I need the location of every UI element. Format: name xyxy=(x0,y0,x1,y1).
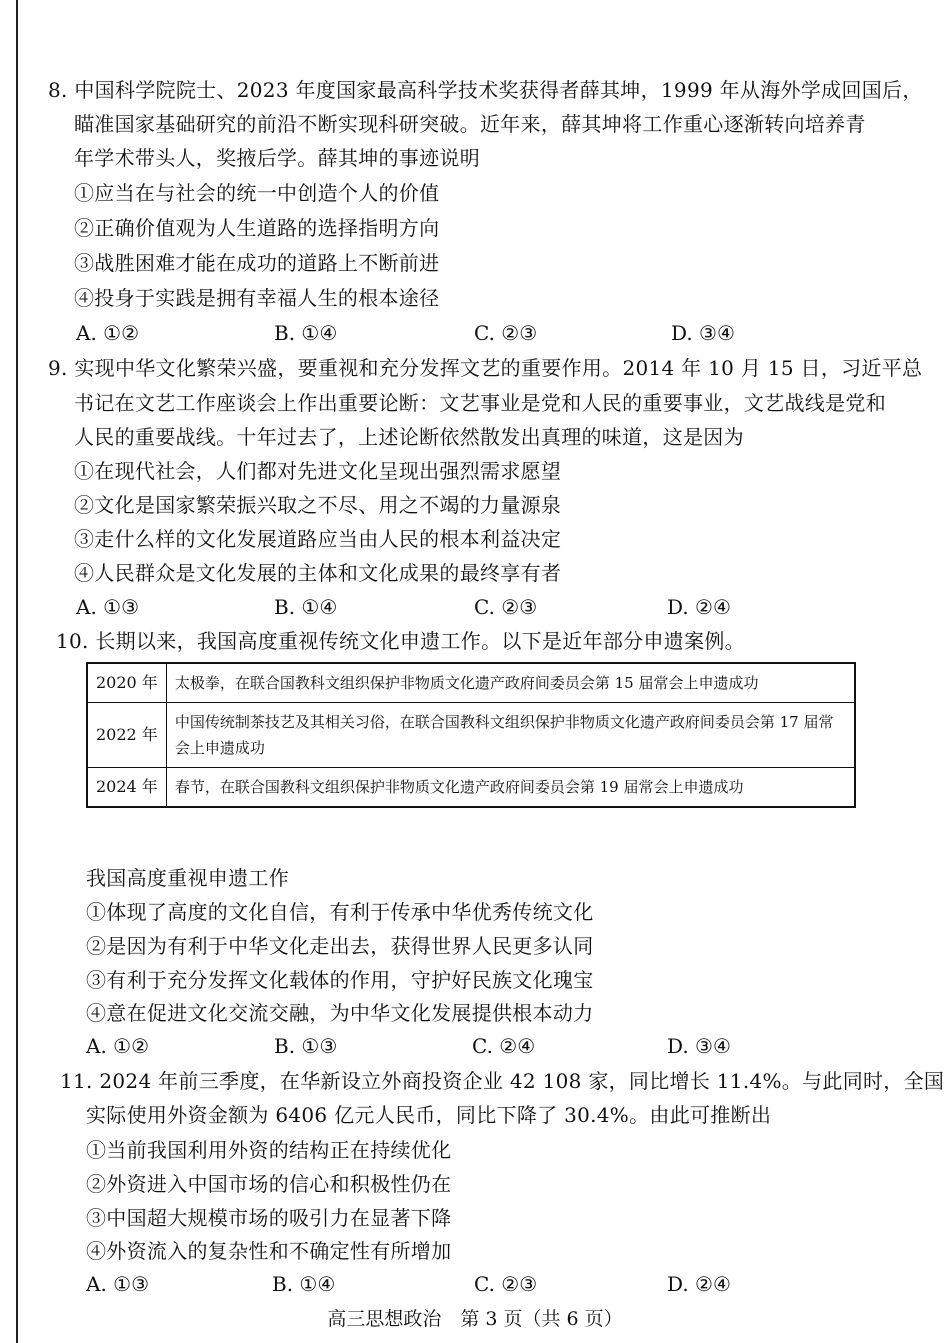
q8-item-2: ②正确价值观为人生道路的选择指明方向 xyxy=(74,216,440,240)
q11-option-a[interactable]: A. ①③ xyxy=(86,1272,150,1296)
q9-item-1: ①在现代社会，人们都对先进文化呈现出强烈需求愿望 xyxy=(74,459,562,483)
q9-item-2: ②文化是国家繁荣振兴取之不尽、用之不竭的力量源泉 xyxy=(74,493,562,517)
q8-item-3: ③战胜困难才能在成功的道路上不断前进 xyxy=(74,251,440,275)
q10-option-d[interactable]: D. ③④ xyxy=(667,1034,731,1058)
q8-option-a[interactable]: A. ①② xyxy=(76,321,140,345)
q8-item-1: ①应当在与社会的统一中创造个人的价值 xyxy=(74,181,440,205)
q8-option-c[interactable]: C. ②③ xyxy=(474,321,538,345)
page-footer: 高三思想政治 第 3 页（共 6 页） xyxy=(327,1308,623,1330)
table-cell-text: 中国传统制茶技艺及其相关习俗，在联合国教科文组织保护非物质文化遗产政府间委员会第 17 届常会上申遗成功 xyxy=(166,703,855,768)
table-cell-year: 2024 年 xyxy=(87,768,166,808)
q10-stem: 10. 长期以来，我国高度重视传统文化申遗工作。以下是近年部分申遗案例。 xyxy=(56,629,745,653)
q11-stem-line-2: 实际使用外资金额为 6406 亿元人民币，同比下降了 30.4%。由此可推断出 xyxy=(86,1103,772,1127)
table-cell-year: 2022 年 xyxy=(87,703,166,768)
q9-stem-line-3: 人民的重要战线。十年过去了，上述论断依然散发出真理的味道，这是因为 xyxy=(74,425,744,449)
q10-item-4: ④意在促进文化交流交融，为中华文化发展提供根本动力 xyxy=(86,1001,594,1025)
q9-option-a[interactable]: A. ①③ xyxy=(76,595,140,619)
q9-item-3: ③走什么样的文化发展道路应当由人民的根本利益决定 xyxy=(74,527,562,551)
q8-stem-line-1: 8. 中国科学院院士、2023 年度国家最高科学技术奖获得者薛其坤，1999 年从海外学成回国后， xyxy=(48,78,923,102)
q11-stem-line-1: 11. 2024 年前三季度，在华新设立外商投资企业 42 108 家，同比增长 11.4%。与此同时，全国 xyxy=(60,1069,945,1093)
q10-item-2: ②是因为有利于中华文化走出去，获得世界人民更多认同 xyxy=(86,934,594,958)
q11-option-d[interactable]: D. ②④ xyxy=(667,1272,731,1296)
q8-option-b[interactable]: B. ①④ xyxy=(274,321,338,345)
table-row xyxy=(87,663,855,703)
q9-stem-line-1: 9. 实现中华文化繁荣兴盛，要重视和充分发挥文艺的重要作用。2014 年 10 月 15 日，习近平总 xyxy=(48,356,923,380)
table-row xyxy=(87,703,855,768)
q11-item-2: ②外资进入中国市场的信心和积极性仍在 xyxy=(86,1172,452,1196)
table-row xyxy=(87,768,855,808)
q10-lead: 我国高度重视申遗工作 xyxy=(86,866,289,890)
q8-item-4: ④投身于实践是拥有幸福人生的根本途径 xyxy=(74,286,440,310)
q11-option-c[interactable]: C. ②③ xyxy=(474,1272,538,1296)
q10-option-c[interactable]: C. ②④ xyxy=(472,1034,536,1058)
q9-option-d[interactable]: D. ②④ xyxy=(667,595,731,619)
q8-stem-line-3: 年学术带头人，奖掖后学。薛其坤的事迹说明 xyxy=(74,146,480,170)
q9-stem-line-2: 书记在文艺工作座谈会上作出重要论断：文艺事业是党和人民的重要事业，文艺战线是党和 xyxy=(74,391,886,415)
q9-option-c[interactable]: C. ②③ xyxy=(474,595,538,619)
table-cell-text: 春节，在联合国教科文组织保护非物质文化遗产政府间委员会第 19 届常会上申遗成功 xyxy=(166,768,855,808)
q11-option-b[interactable]: B. ①④ xyxy=(272,1272,336,1296)
q8-option-d[interactable]: D. ③④ xyxy=(671,321,735,345)
heritage-cases-table xyxy=(86,662,856,808)
q8-stem-line-2: 瞄准国家基础研究的前沿不断实现科研突破。近年来，薛其坤将工作重心逐渐转向培养青 xyxy=(74,112,866,136)
q10-item-3: ③有利于充分发挥文化载体的作用，守护好民族文化瑰宝 xyxy=(86,968,594,992)
q9-option-b[interactable]: B. ①④ xyxy=(274,595,338,619)
q10-option-b[interactable]: B. ①③ xyxy=(274,1034,338,1058)
table-cell-year: 2020 年 xyxy=(87,663,166,703)
q11-item-1: ①当前我国利用外资的结构正在持续优化 xyxy=(86,1138,452,1162)
q11-item-4: ④外资流入的复杂性和不确定性有所增加 xyxy=(86,1239,452,1263)
q9-item-4: ④人民群众是文化发展的主体和文化成果的最终享有者 xyxy=(74,561,562,585)
q10-option-a[interactable]: A. ①② xyxy=(86,1034,150,1058)
q11-item-3: ③中国超大规模市场的吸引力在显著下降 xyxy=(86,1206,452,1230)
q10-item-1: ①体现了高度的文化自信，有利于传承中华优秀传统文化 xyxy=(86,900,594,924)
table-cell-text: 太极拳，在联合国教科文组织保护非物质文化遗产政府间委员会第 15 届常会上申遗成功 xyxy=(166,663,855,703)
